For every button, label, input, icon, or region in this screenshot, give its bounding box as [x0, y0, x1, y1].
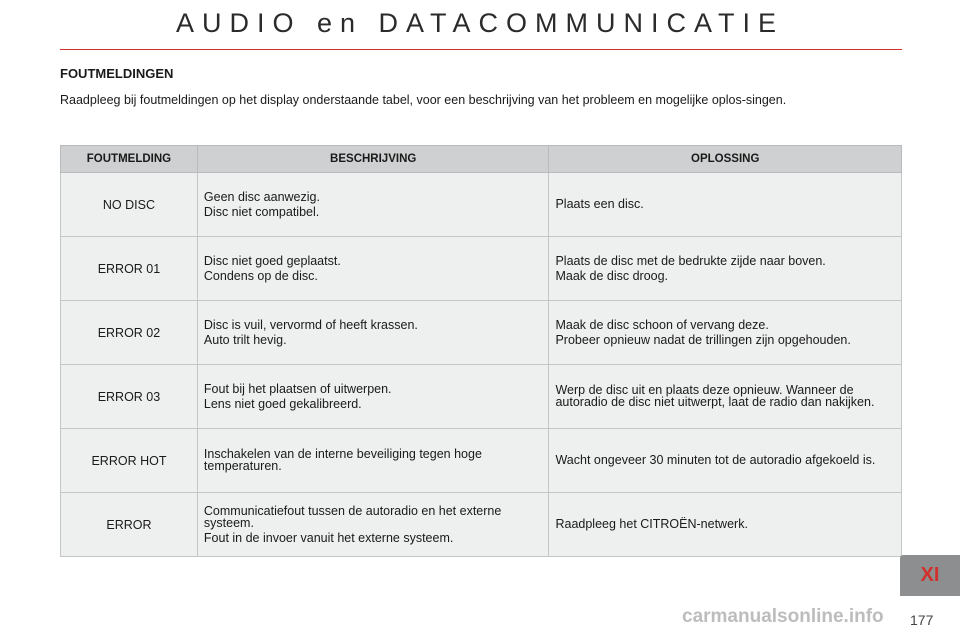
fault-code: NO DISC — [61, 173, 198, 237]
watermark: carmanualsonline.info — [682, 606, 884, 627]
solution-line: Maak de disc schoon of vervang deze. — [555, 317, 769, 332]
fault-description — [197, 493, 549, 557]
column-header-description: BESCHRIJVING — [197, 146, 549, 173]
fault-solution — [549, 173, 902, 237]
description-line: Disc niet compatibel. — [203, 204, 320, 219]
fault-code: ERROR 03 — [61, 365, 198, 429]
page-title: AUDIO en DATACOMMUNICATIE — [175, 8, 785, 38]
section-heading: FOUTMELDINGEN — [60, 66, 174, 81]
fault-code: ERROR HOT — [61, 429, 198, 493]
fault-description — [197, 237, 549, 301]
fault-description — [197, 301, 549, 365]
table-row — [61, 365, 902, 429]
page-number: 177 — [910, 612, 934, 628]
fault-code: ERROR 02 — [61, 301, 198, 365]
column-header-solution: OPLOSSING — [549, 146, 902, 173]
description-line: Auto trilt hevig. — [203, 332, 287, 347]
intro-paragraph: Raadpleeg bij foutmeldingen op het display onderstaande tabel, voor een beschrijving van het probleem en mogelijke oplos-singen. — [60, 93, 787, 107]
description-line: Communicatiefout tussen de autoradio en het externe systeem. — [203, 503, 502, 530]
fault-description — [197, 429, 549, 493]
table-row — [61, 237, 902, 301]
fault-code: ERROR — [61, 493, 198, 557]
solution-line: Raadpleeg het CITROËN-netwerk. — [555, 517, 748, 531]
solution-line: Probeer opnieuw nadat de trillingen zijn opgehouden. — [555, 332, 851, 347]
fault-solution — [549, 365, 902, 429]
table-header-row — [61, 146, 902, 173]
fault-solution — [549, 493, 902, 557]
title-divider — [60, 49, 902, 50]
chapter-tab: XI — [900, 555, 960, 596]
fault-description — [197, 365, 549, 429]
fault-message-table — [60, 145, 902, 557]
description-line: Condens op de disc. — [203, 268, 318, 283]
column-header-code: FOUTMELDING — [61, 146, 198, 173]
description-line: Fout in de invoer vanuit het externe systeem. — [203, 530, 454, 545]
solution-line: Maak de disc droog. — [555, 268, 669, 283]
description-line: Fout bij het plaatsen of uitwerpen. — [203, 381, 392, 396]
solution-line: Wacht ongeveer 30 minuten tot de autoradio afgekoeld is. — [555, 453, 876, 467]
description-line: Lens niet goed gekalibreerd. — [203, 396, 362, 411]
fault-description — [197, 173, 549, 237]
table-row — [61, 173, 902, 237]
fault-solution — [549, 301, 902, 365]
description-line: Geen disc aanwezig. — [203, 189, 320, 204]
solution-line: Plaats een disc. — [555, 197, 644, 211]
solution-line: Plaats de disc met de bedrukte zijde naar boven. — [555, 253, 826, 268]
fault-solution — [549, 237, 902, 301]
table-row — [61, 493, 902, 557]
table-row — [61, 301, 902, 365]
description-line: Disc is vuil, vervormd of heeft krassen. — [203, 317, 418, 332]
table-row — [61, 429, 902, 493]
fault-solution — [549, 429, 902, 493]
solution-line: Werp de disc uit en plaats deze opnieuw. Wanneer de autoradio de disc niet uitwerpt, laat de radio dan nakijken. — [555, 383, 875, 409]
description-line: Disc niet goed geplaatst. — [203, 253, 341, 268]
fault-code: ERROR 01 — [61, 237, 198, 301]
description-line: Inschakelen van de interne beveiliging tegen hoge temperaturen. — [203, 447, 482, 473]
